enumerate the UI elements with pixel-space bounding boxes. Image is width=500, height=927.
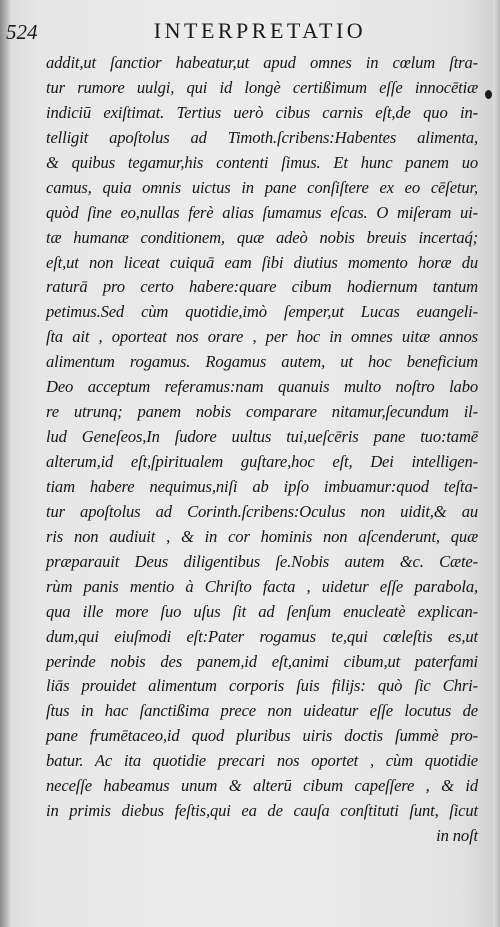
text-line: alterum,id eſt,ſpiritualem guſtare,hoc eſt, Dei intelligen- <box>46 452 478 471</box>
text-line: pane frumētaceo,id quod pluribus uiris doctis ſummè pro- <box>46 726 478 746</box>
page-edge-shadow <box>493 0 500 927</box>
text-line: ſtus in hac ſanctißima prece non uideatur eſſe locutus de <box>46 701 478 721</box>
text-line: neceſſe habeamus unum & alterū cibum capeſſere , & id <box>46 776 478 796</box>
text-line: liās prouidet alimentum corporis ſuis filijs: quò ſic Chri- <box>46 676 478 696</box>
text-line: in primis diebus feſtis,qui ea de cauſa conſtituti ſunt, ſicut <box>46 801 478 821</box>
text-line: perinde nobis des panem,id eſt,animi cibum,ut paterfami <box>46 651 478 671</box>
text-line: rùm panis mentio à Chriſto facta , uidetur eſſe parabola, <box>46 576 478 596</box>
text-line: lud Geneſeos,In ſudore uultus tui,ueſcēris pane tuo:tamē <box>46 427 478 447</box>
text-line: ris non audiuit , & in cor hominis non aſcenderunt, quæ <box>46 526 478 546</box>
text-line: in noſt <box>436 826 478 846</box>
text-line: tur apoſtolus ad Corinth.ſcribens:Oculus non uidit,& au <box>46 501 478 521</box>
text-line: telligit apoſtolus ad Timoth.ſcribens:Habentes alimenta, <box>46 127 478 147</box>
ink-blot <box>485 90 492 99</box>
page-gutter-shadow <box>0 0 10 927</box>
text-line: tur rumore uulgi, qui id longè certißimum eſſe innocētiæ <box>46 77 478 97</box>
text-line: petimus.Sed cùm quotidie,imò ſemper,ut Lucas euangeli- <box>46 302 478 322</box>
body-text <box>46 51 478 849</box>
text-line: ſta ait , oporteat nos orare , per hoc in omnes uitæ annos <box>46 327 478 347</box>
text-line: tiam habere nequimus,niſi ab ipſo imbuamur:quod teſta- <box>46 476 478 496</box>
text-line: dum,qui eiuſmodi eſt:Pater rogamus te,qui cœleſtis es,ut <box>46 626 478 646</box>
text-line: qua ille more ſuo uſus ſit ad ſenſum enucleatè explican- <box>46 601 478 621</box>
running-head: INTERPRETATIO <box>153 18 367 43</box>
page-number: 524 <box>6 20 38 44</box>
text-line: re utrunq; panem nobis comparare nitamur,ſecundum il- <box>46 402 478 422</box>
text-line: raturā pro certo habere:quare cibum hodiernum tantum <box>46 277 478 297</box>
text-line: & quibus tegamur,his contenti ſimus. Et hunc panem uo <box>46 152 478 172</box>
text-line: addit,ut ſanctior habeatur,ut apud omnes in cœlum ſtra- <box>46 53 478 72</box>
text-line: præparauit Deus diligentibus ſe.Nobis autem &c. Cæte- <box>46 551 478 571</box>
text-line: alimentum rogamus. Rogamus autem, ut hoc beneficium <box>46 352 478 372</box>
text-line: indiciū exiſtimat. Tertius uerò cibus carnis eſt,de quo in- <box>46 102 478 122</box>
text-line: quòd ſine eo,nullas ferè alias ſumamus eſcas. O miſeram ui- <box>46 202 478 222</box>
text-line: camus, quia omnis uictus in pane conſiſtere ex eo cēſetur, <box>46 177 478 197</box>
text-line: batur. Ac ita quotidie precari nos oportet , cùm quotidie <box>46 751 478 771</box>
text-line: Deo acceptum referamus:nam quanuis multo noſtro labo <box>46 377 478 397</box>
text-line: tæ humanæ conditionem, quæ adeò nobis breuis incertaq́; <box>46 227 478 247</box>
text-line: eſt,ut non liceat cuiquā eam ſibi diutius momento horæ du <box>46 252 478 272</box>
